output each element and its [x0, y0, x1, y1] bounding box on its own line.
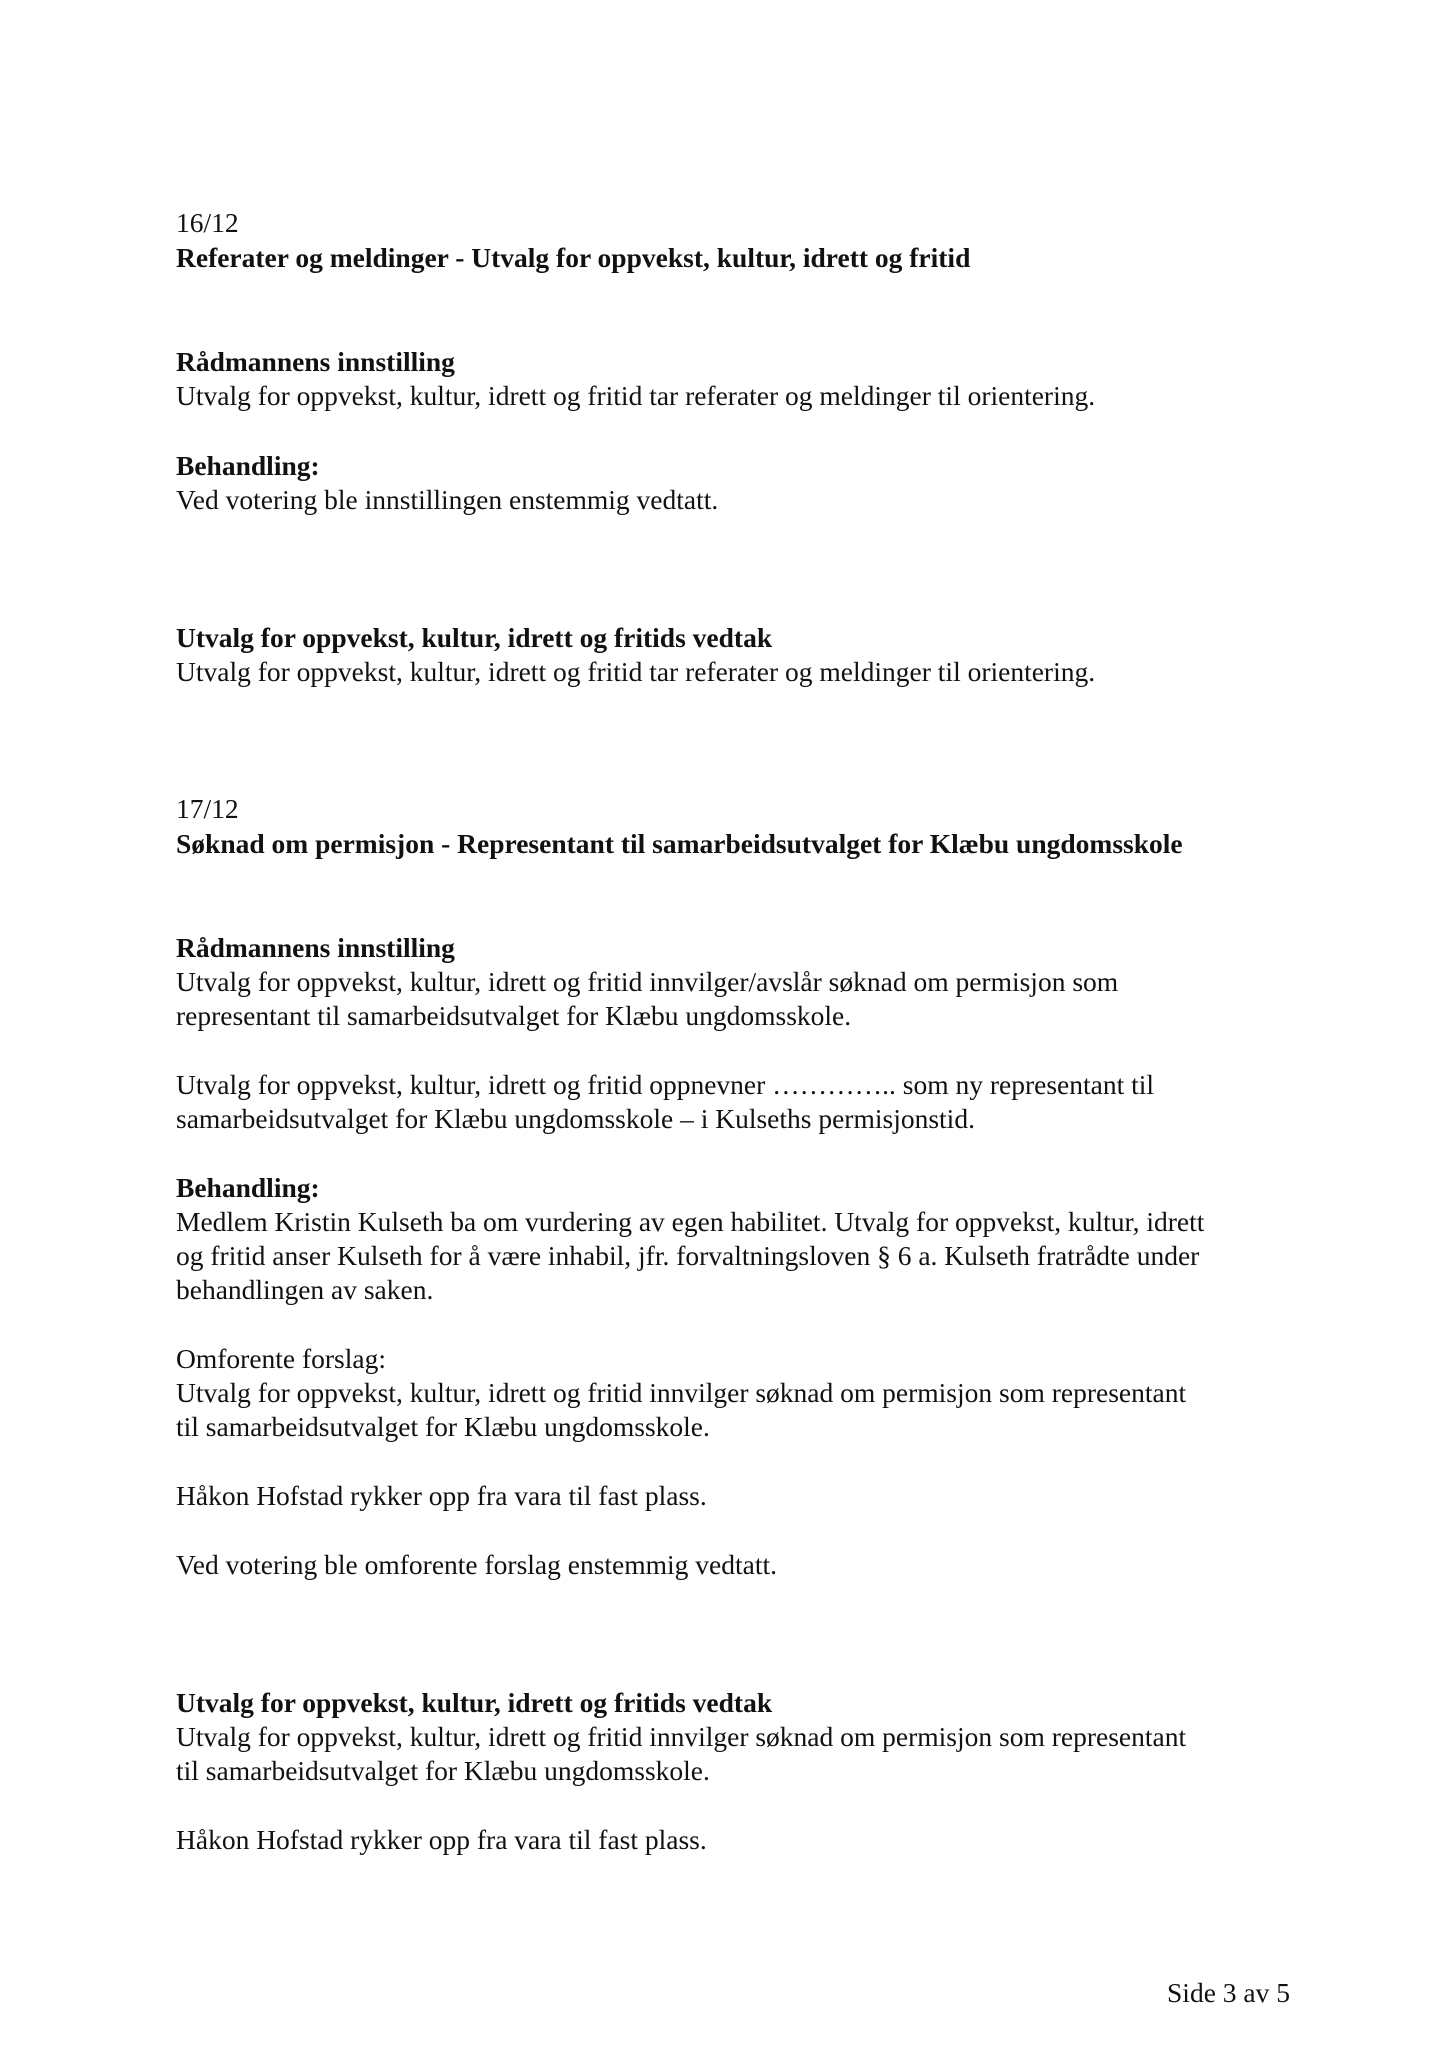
treatment-text: til samarbeidsutvalget for Klæbu ungdomsskole. [176, 1411, 710, 1442]
treatment-text: Håkon Hofstad rykker opp fra vara til fast plass. [176, 1480, 707, 1511]
decision-heading: Utvalg for oppvekst, kultur, idrett og fritids vedtak [176, 622, 773, 653]
treatment-heading: Behandling: [176, 1172, 320, 1203]
decision-text: Utvalg for oppvekst, kultur, idrett og fritid innvilger søknad om permisjon som representant [176, 1721, 1187, 1752]
recommendation-heading: Rådmannens innstilling [176, 932, 455, 963]
case-title: Referater og meldinger - Utvalg for oppvekst, kultur, idrett og fritid [176, 242, 971, 273]
decision-text: Håkon Hofstad rykker opp fra vara til fast plass. [176, 1824, 707, 1855]
case-number: 16/12 [176, 207, 239, 238]
treatment-text: behandlingen av saken. [176, 1274, 434, 1305]
decision-text: Utvalg for oppvekst, kultur, idrett og fritid tar referater og meldinger til orientering. [176, 656, 1096, 687]
decision-text: til samarbeidsutvalget for Klæbu ungdomsskole. [176, 1755, 710, 1786]
treatment-text: Utvalg for oppvekst, kultur, idrett og fritid innvilger søknad om permisjon som representant [176, 1377, 1187, 1408]
treatment-text: Omforente forslag: [176, 1343, 386, 1374]
recommendation-heading: Rådmannens innstilling [176, 346, 455, 377]
decision-heading: Utvalg for oppvekst, kultur, idrett og fritids vedtak [176, 1687, 773, 1718]
treatment-heading: Behandling: [176, 450, 320, 481]
treatment-text: Ved votering ble innstillingen enstemmig vedtatt. [176, 484, 719, 515]
treatment-text: Ved votering ble omforente forslag enstemmig vedtatt. [176, 1549, 778, 1580]
page-number: Side 3 av 5 [1167, 1976, 1290, 2008]
recommendation-text: representant til samarbeidsutvalget for Klæbu ungdomsskole. [176, 1000, 852, 1031]
recommendation-text: samarbeidsutvalget for Klæbu ungdomsskole – i Kulseths permisjonstid. [176, 1103, 975, 1134]
recommendation-text: Utvalg for oppvekst, kultur, idrett og fritid tar referater og meldinger til orientering. [176, 380, 1096, 411]
case-title: Søknad om permisjon - Representant til samarbeidsutvalget for Klæbu ungdomsskole [176, 828, 1183, 859]
treatment-text: Medlem Kristin Kulseth ba om vurdering av egen habilitet. Utvalg for oppvekst, kultur, idrett [176, 1206, 1205, 1237]
recommendation-text: Utvalg for oppvekst, kultur, idrett og fritid oppnevner ………….. som ny representant til [176, 1069, 1155, 1100]
recommendation-text: Utvalg for oppvekst, kultur, idrett og fritid innvilger/avslår søknad om permisjon som [176, 966, 1119, 997]
case-number: 17/12 [176, 793, 239, 824]
treatment-text: og fritid anser Kulseth for å være inhabil, jfr. forvaltningsloven § 6 a. Kulseth fratrådte under [176, 1240, 1200, 1271]
